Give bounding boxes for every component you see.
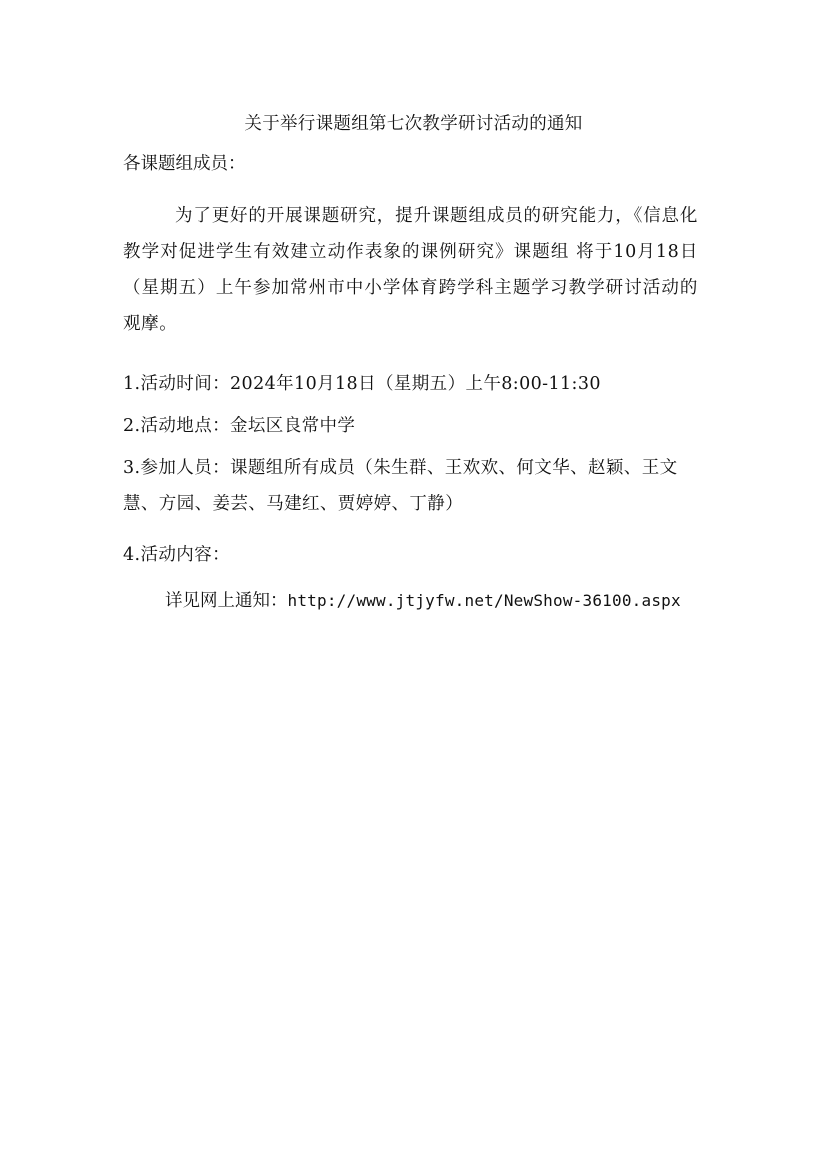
item-label: 2.活动地点： [123, 416, 230, 436]
item-activity-content [123, 537, 698, 573]
salutation: 各课题组成员： [123, 154, 246, 174]
notice-title: 关于举行课题组第七次教学研讨活动的通知 [244, 114, 583, 134]
intro-paragraph: 为了更好的开展课题研究，提升课题组成员的研究能力，《信息化教学对促进学生有效建立动作表象的课例研究》课题组 将于10月18日（星期五）上午参加常州市中小学体育跨学科主题学习教学研讨活动的观摩。 [123, 206, 698, 334]
item-activity-time [123, 366, 698, 402]
item-value: 金坛区良常中学 [230, 416, 356, 436]
item-activity-place [123, 408, 698, 444]
item-participants [123, 450, 698, 522]
item-label: 4.活动内容： [123, 545, 230, 565]
item-label: 1.活动时间： [123, 374, 230, 394]
item-value: 课题组所有成员（朱生群、王欢欢、何文华、赵颖、王文慧、方园、姜芸、马建红、贾婷婷、丁静） [123, 458, 678, 514]
detail-line [165, 583, 681, 619]
item-label: 3.参加人员： [123, 458, 230, 478]
detail-label: 详见网上通知： [165, 591, 288, 611]
notice-url-link[interactable]: http://www.jtjyfw.net/NewShow-36100.aspx [287, 591, 681, 610]
item-value: 2024年10月18日（星期五）上午8:00-11:30 [230, 374, 601, 394]
